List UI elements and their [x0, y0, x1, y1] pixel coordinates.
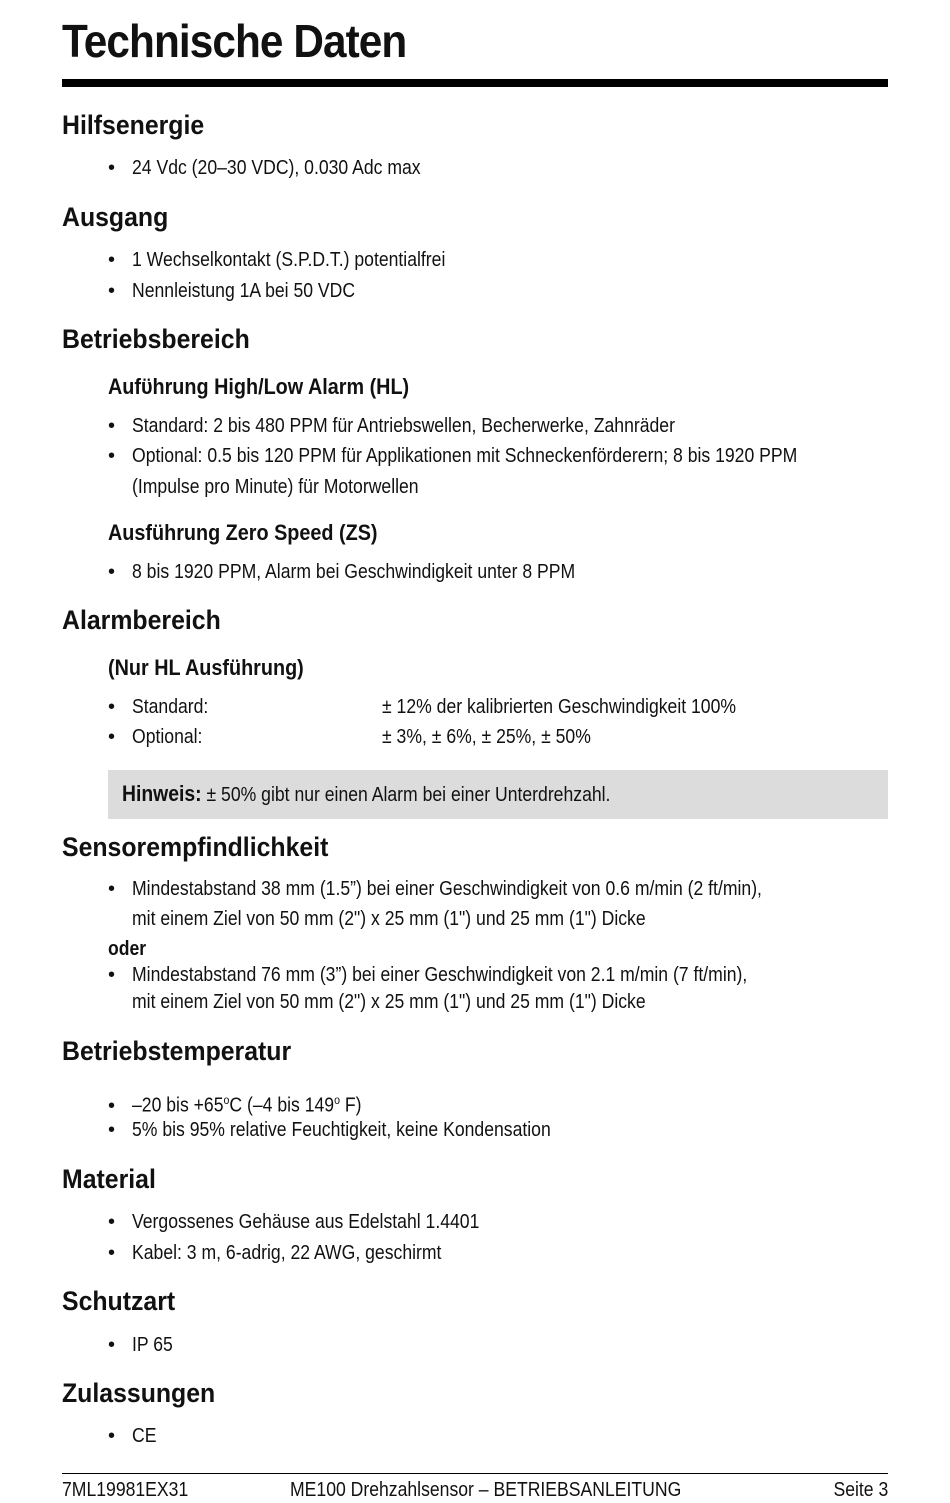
bullet-icon: •: [108, 1425, 116, 1447]
list-item: • CE: [108, 1421, 160, 1452]
section-heading-ausgang: Ausgang: [62, 202, 169, 232]
bullet-icon: •: [108, 726, 116, 748]
section-heading-betriebsbereich: Betriebsbereich: [62, 324, 250, 354]
list-item-continuation: mit einem Ziel von 50 mm (2") x 25 mm (1") und 25 mm (1") Dicke: [132, 991, 646, 1013]
list-item: • Vergossenes Gehäuse aus Edelstahl 1.4401: [108, 1207, 527, 1238]
section-heading-zulassungen: Zulassungen: [62, 1378, 216, 1408]
bullet-icon: •: [108, 1119, 116, 1141]
bullet-icon: •: [108, 280, 116, 302]
footer-page-number: Seite 3: [833, 1479, 888, 1501]
footer-doc-title: ME100 Drehzahlsensor – BETRIEBSANLEITUNG: [290, 1479, 682, 1501]
footer-doc-number: 7ML19981EX31: [62, 1479, 189, 1501]
bullet-icon: •: [108, 415, 116, 437]
list-item: • 8 bis 1920 PPM, Alarm bei Geschwindigkeit unter 8 PPM: [108, 557, 636, 588]
list-item: • Mindestabstand 38 mm (1.5”) bei einer Geschwindigkeit von 0.6 m/min (2 ft/min),: [108, 874, 848, 905]
section-heading-alarmbereich: Alarmbereich: [62, 605, 221, 635]
bullet-icon: •: [108, 445, 116, 467]
page-title: Technische Daten: [62, 15, 407, 67]
list-item: • Nennleistung 1A bei 50 VDC: [108, 276, 386, 307]
list-item: • Optional: 0.5 bis 120 PPM für Applikationen mit Schneckenförderern; 8 bis 1920 PPM: [108, 441, 888, 472]
section-heading-hilfsenergie: Hilfsenergie: [62, 110, 205, 140]
list-item: • Kabel: 3 m, 6-adrig, 22 AWG, geschirmt: [108, 1238, 484, 1269]
footer-divider: [62, 1473, 888, 1474]
list-item: • Optional:: [108, 722, 212, 753]
section-heading-betriebstemperatur: Betriebstemperatur: [62, 1036, 292, 1066]
list-item: • Mindestabstand 76 mm (3”) bei einer Geschwindigkeit von 2.1 m/min (7 ft/min),: [108, 960, 831, 991]
bullet-icon: •: [108, 696, 116, 718]
section-heading-schutzart: Schutzart: [62, 1286, 176, 1316]
bullet-icon: •: [108, 1242, 116, 1264]
title-divider: [62, 79, 888, 87]
list-item: • Standard: 2 bis 480 PPM für Antriebswellen, Becherwerke, Zahnräder: [108, 411, 749, 442]
oder-label: oder: [108, 938, 147, 960]
bullet-icon: •: [108, 1211, 116, 1233]
list-item: •–20 bis $+65^oC$ (–4 bis 149$^o$ F): [108, 1085, 393, 1122]
section-heading-material: Material: [62, 1164, 156, 1194]
list-item: • 1 Wechselkontakt (S.P.D.T.) potentialfrei: [108, 245, 488, 276]
bullet-icon: •: [108, 561, 116, 583]
subheading-nur-hl: (Nur HL Ausführung): [108, 655, 304, 680]
subheading-zs: Ausführung Zero Speed (ZS): [108, 520, 378, 545]
bullet-icon: •: [108, 878, 116, 900]
list-item: • IP 65: [108, 1330, 178, 1361]
bullet-icon: •: [108, 157, 116, 179]
alarm-value: ± 12% der kalibrierten Geschwindigkeit 100%: [382, 696, 737, 718]
bullet-icon: •: [108, 249, 116, 271]
list-item-continuation: (Impulse pro Minute) für Motorwellen: [132, 476, 419, 498]
list-item: •5% bis 95% relative Feuchtigkeit, keine Kondensation: [108, 1115, 608, 1146]
list-item: • 24 Vdc (20–30 VDC), 0.030 Adc max: [108, 153, 460, 184]
bullet-icon: •: [108, 964, 116, 986]
note-text: Hinweis: ± 50% gibt nur einen Alarm bei einer Unterdrehzahl.: [122, 781, 611, 806]
section-heading-sensorempfindlichkeit: Sensorempfindlichkeit: [62, 832, 329, 862]
bullet-icon: •: [108, 1334, 116, 1356]
alarm-value: ± 3%, ± 6%, ± 25%, ± 50%: [382, 726, 591, 748]
list-item-continuation: mit einem Ziel von 50 mm (2") x 25 mm (1") und 25 mm (1") Dicke: [132, 908, 646, 930]
list-item: • Standard:: [108, 692, 219, 723]
note-label: Hinweis:: [122, 781, 202, 806]
subheading-hl: Aufϋhrung High/Low Alarm (HL): [108, 374, 410, 399]
bullet-icon: •: [108, 1094, 116, 1117]
